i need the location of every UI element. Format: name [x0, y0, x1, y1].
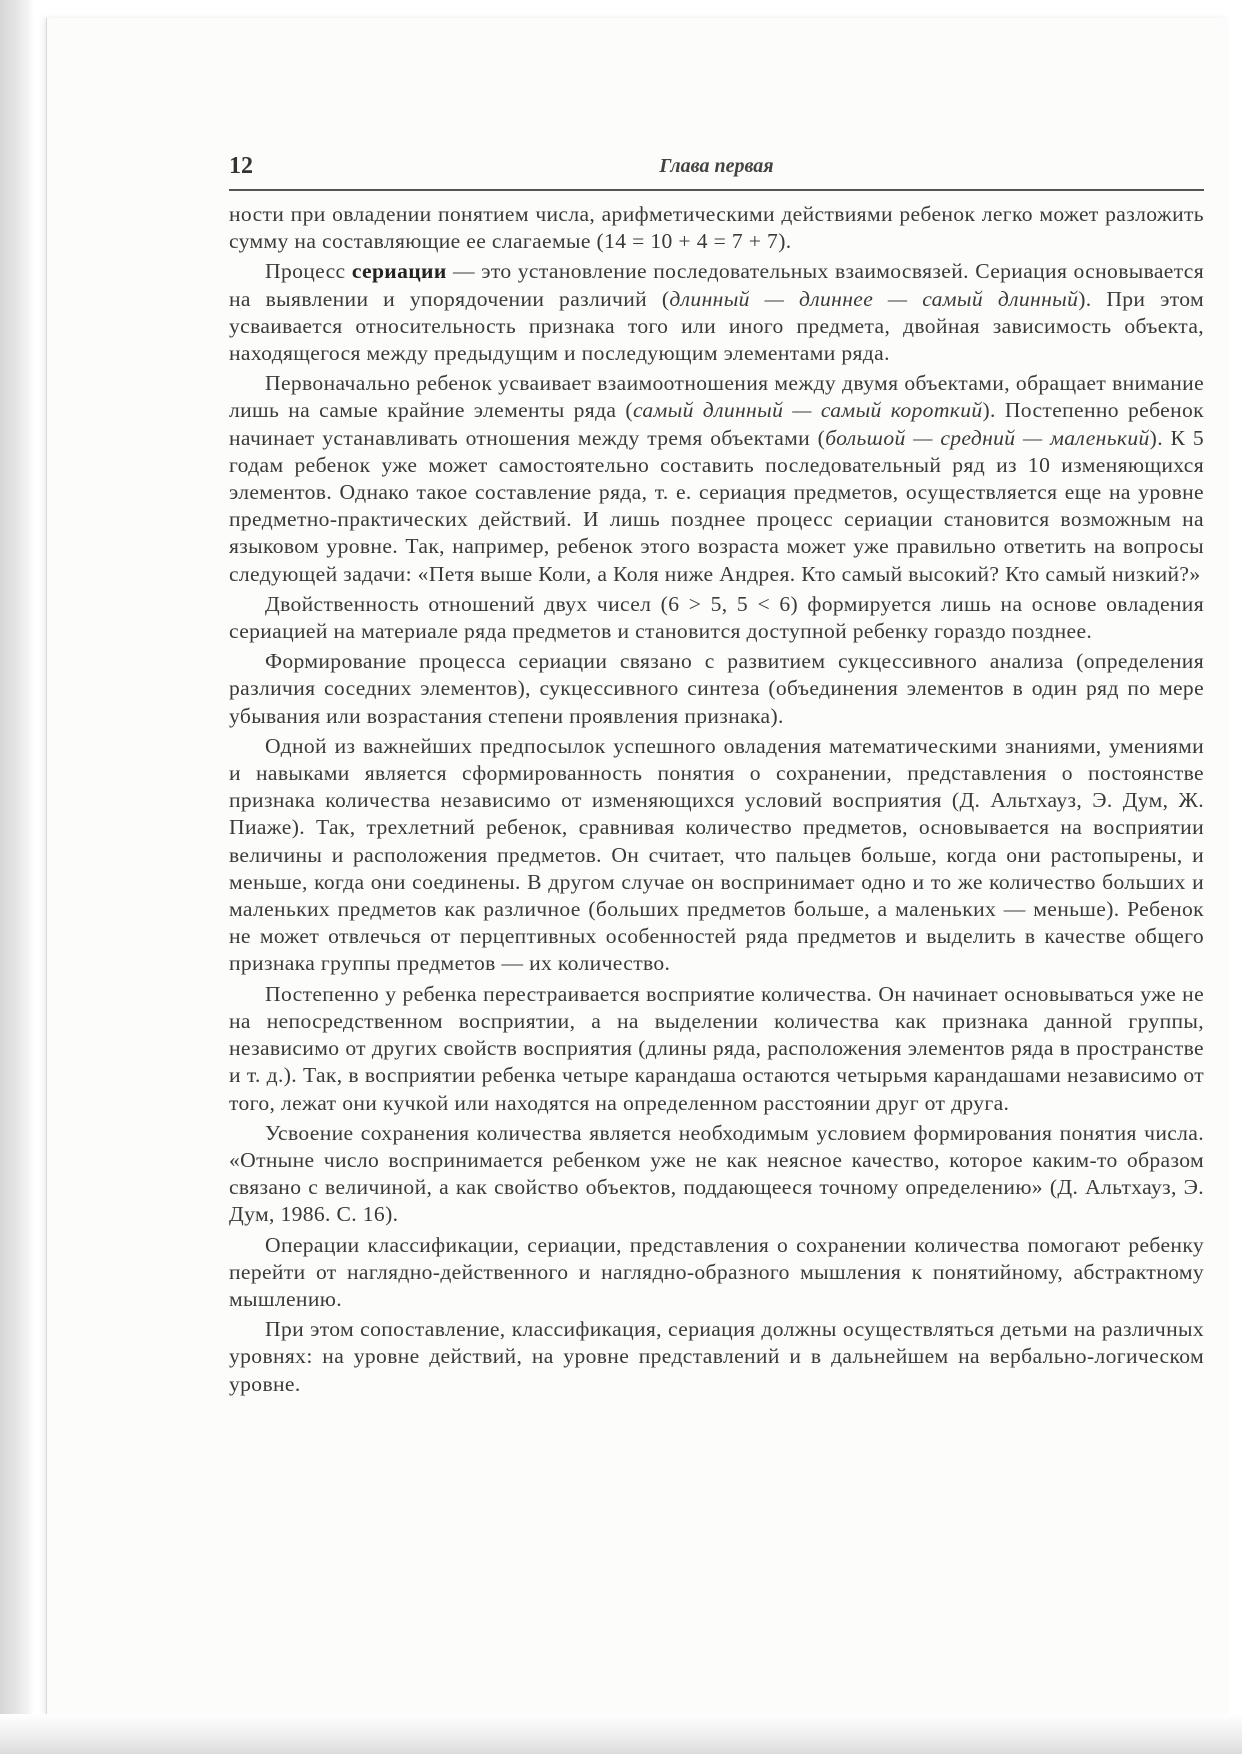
binding-shadow — [0, 0, 34, 1754]
page-content — [229, 153, 1204, 1401]
paragraph-5: Формирование процесса сериации связано с развитием сукцессивного анализа (определения различия соседних элементов), сукцессивного синтеза (объединения элементов в один ряд по мере убывания или возрастания степени проявления признака). — [229, 649, 1204, 728]
body-text — [229, 201, 1204, 1398]
paragraph-7: Постепенно у ребенка перестраивается восприятие количества. Он начинает основываться уже не на непосредственном восприятии, а на выделении количества как признака данной группы, независимо от других свойств восприятия (длины ряда, расположения элементов ряда в пространстве и т. д.). Так, в восприятии ребенка четыре карандаша остаются четырьмя карандашами независимо от того, лежат они кучкой или находятся на определенном расстоянии друг от друга. — [229, 981, 1204, 1115]
paragraph-8: Усвоение сохранения количества является необходимым условием формирования понятия числа. «Отныне число воспринимается ребенком уже не как неясное качество, которое каким-то образом связано с величиной, а как свойство объектов, поддающееся точному определению» (Д. Альтхауз, Э. Дум, 1986. С. 16). — [229, 1120, 1204, 1227]
chapter-title: Глава первая — [659, 155, 774, 177]
paragraph-2 — [229, 258, 1204, 367]
paragraph-3-text-b: ). Постепенно ребенок начинает устанавливать отношения между тремя объектами ( — [229, 398, 1204, 450]
paragraph-10: При этом сопоставление, классификация, сериация должны осуществляться детьми на различных уровнях: на уровне действий, на уровне представлений и в дальнейшем на вербально-логическом уровне. — [229, 1317, 1204, 1396]
example-italic: длинный — длиннее — самый длинный — [669, 286, 1079, 311]
paragraph-1: ности при овладении понятием числа, арифметическими действиями ребенок легко может разложить сумму на составляющие ее слагаемые (14 = 10 + 4 = 7 + 7). — [229, 202, 1204, 254]
paragraph-4: Двойственность отношений двух чисел (6 > 5, 5 < 6) формируется лишь на основе овладения сериацией на материале ряда предметов и становится доступной ребенку гораздо позднее. — [229, 591, 1204, 644]
running-head — [229, 153, 1204, 191]
example-italic: самый длинный — самый короткий — [632, 398, 983, 423]
term-seriation: сериации — [351, 259, 447, 284]
paragraph-2-text-a: Процесс — [265, 259, 352, 284]
page-number: 12 — [229, 153, 253, 179]
paragraph-9: Операции классификации, сериации, представления о сохранении количества помогают ребенку перейти от наглядно-действенного и наглядно-образного мышления к понятийному, абстрактному мышлению. — [229, 1232, 1204, 1311]
paragraph-6: Одной из важнейших предпосылок успешного овладения математическими знаниями, умениями и навыками является сформированность понятия о сохранении, представления о постоянстве признака количества независимо от изменяющихся условий восприятия (Д. Альтхауз, Э. Дум, Ж. Пиаже). Так, трехлетний ребенок, сравнивая количество предметов, основывается на восприятии величины и расположения предметов. Он считает, что пальцев больше, когда они растопырены, и меньше, когда они соединены. В другом случае он воспринимает одно и то же количество больших и маленьких предметов как различное (больших предметов больше, а маленьких — меньше). Ребенок не может отвлечься от перцептивных особенностей ряда предметов и выделить в качестве общего признака группы предметов — их количество. — [229, 733, 1204, 976]
paragraph-2-text-c: ). При этом усваивается относительность признака того или иного предмета, двойная зависимость объекта, находящегося между предыдущим и последующим элементами ряда. — [229, 286, 1205, 366]
book-page — [46, 18, 1227, 1718]
paragraph-3-text-a: Первоначально ребенок усваивает взаимоотношения между двумя объектами, обращает внимание лишь на самые крайние элементы ряда ( — [229, 371, 1204, 423]
paragraph-3-text-c: ). К 5 годам ребенок уже может самостоятельно составить последовательный ряд из 10 изменяющихся элементов. Однако такое составление ряда, т. е. сериация предметов, осуществляется еще на уровне предметно-практических действий. И лишь позднее процесс сериации становится возможным на языковом уровне. Так, например, ребенок этого возраста может уже правильно ответить на вопросы следующей задачи: «Петя выше Коли, а Коля ниже Андрея. Кто самый высокий? Кто самый низкий?» — [229, 425, 1205, 586]
example-italic: большой — средний — маленький — [825, 425, 1150, 450]
paragraph-3 — [229, 370, 1204, 588]
paragraph-2-text-b: — это установление последовательных взаимосвязей. Сериация основывается на выявлении и упорядочении различий ( — [229, 259, 1205, 311]
scanner-bottom-shadow — [0, 1714, 1242, 1754]
